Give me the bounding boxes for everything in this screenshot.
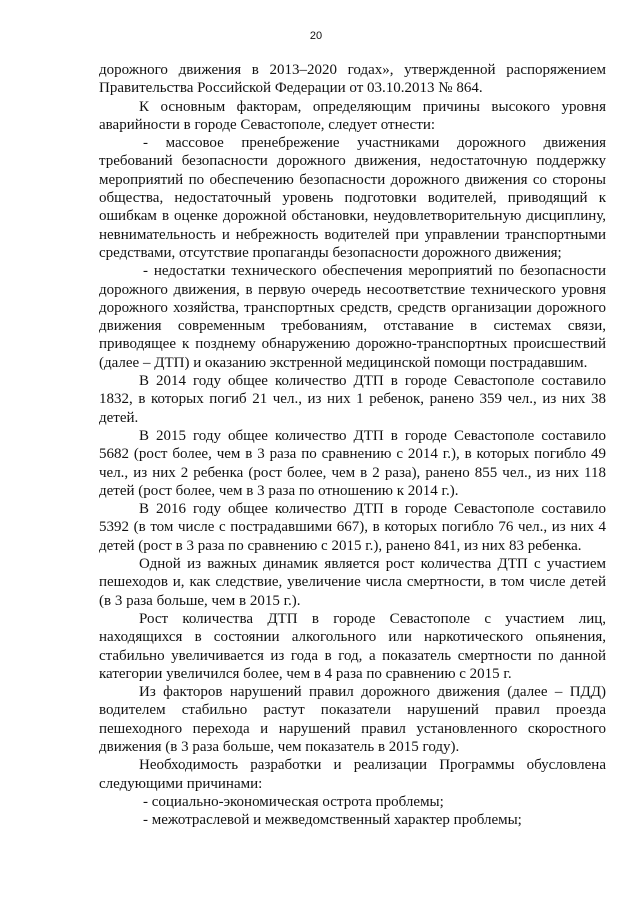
paragraph: В 2014 году общее количество ДТП в городе Севастополе составило 1832, в которых погиб 21 чел., из них 1 ребенок, ранено 359 чел., из них 38 детей. [99,373,606,426]
paragraph: Из факторов нарушений правил дорожного движения (далее – ПДД) водителем стабильно растут показатели нарушений правил проезда пешеходного перехода и нарушений правил установленного скоростного движения (в 3 раза больше, чем показатель в 2015 году). [99,684,606,755]
paragraph: К основным факторам, определяющим причины высокого уровня аварийности в городе Севастополе, следует отнести: [99,98,606,133]
document-body [99,61,606,829]
paragraph: Рост количества ДТП в городе Севастополе с участием лиц, находящихся в состоянии алкогольного или наркотического опьянения, стабильно увеличивается из года в год, а показатель смертности по данной категории увеличился более, чем в 4 раза по сравнению с 2015 г. [99,610,606,682]
paragraph: дорожного движения в 2013–2020 годах», утвержденной распоряжением Правительства Российской Федерации от 03.10.2013 № 864. [99,62,606,97]
list-item: - социально-экономическая острота проблемы; [143,793,444,810]
page-number: 20 [309,30,323,42]
bullet-paragraph: - массовое пренебрежение участниками дорожного движения требований безопасности дорожного движения, недостаточную поддержку мероприятий по обеспечению безопасности дорожного движения со стороны общества, недостаточный уровень подготовки водителей, приводящий к ошибкам в оценке дорожной обстановки, неудовлетворительную дисциплину, невнимательность и небрежность водителей при управлении транспортными средствами, отсутствие пропаганды безопасности дорожного движения; [99,135,606,261]
paragraph: В 2016 году общее количество ДТП в городе Севастополе составило 5392 (в том числе с пострадавшими 667), в которых погибло 76 чел., из них 4 детей (рост в 3 раза по сравнению с 2015 г.), ранено 841, из них 83 ребенка. [99,501,606,554]
bullet-paragraph: - недостатки технического обеспечения мероприятий по безопасности дорожного движения, в первую очередь несоответствие технического уровня дорожного хозяйства, транспортных средств, средств организации дорожного движения современным требованиям, отставание в системах связи, приводящее к позднему обнаружению дорожно-транспортных происшествий (далее – ДТП) и оказанию экстренной медицинской помощи пострадавшим. [99,263,606,371]
paragraph: В 2015 году общее количество ДТП в городе Севастополе составило 5682 (рост более, чем в 3 раза по сравнению с 2014 г.), в которых погибло 49 чел., из них 2 ребенка (рост более, чем в 2 раза), ранено 855 чел., из них 118 детей (рост более, чем в 3 раза по отношению к 2014 г.). [99,427,606,499]
paragraph: Необходимость разработки и реализации Программы обусловлена следующими причинами: [99,757,606,792]
list-item: - межотраслевой и межведомственный характер проблемы; [143,812,522,829]
paragraph: Одной из важных динамик является рост количества ДТП с участием пешеходов и, как следствие, увеличение числа смертности, в том числе детей (в 3 раза больше, чем в 2015 г.). [99,556,606,609]
